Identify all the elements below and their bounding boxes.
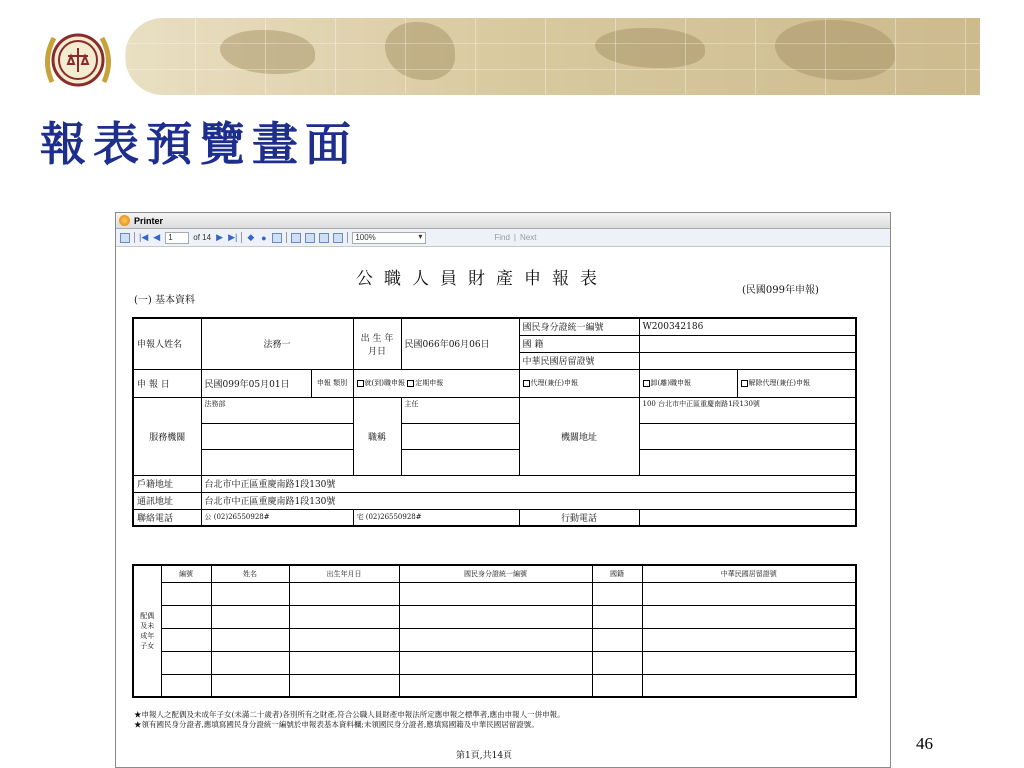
last-page-icon[interactable]: ▶| bbox=[228, 232, 238, 242]
family-table bbox=[132, 564, 857, 698]
next-page-icon[interactable]: ▶ bbox=[216, 232, 224, 242]
export-icon[interactable] bbox=[120, 233, 130, 243]
label-declarant-name: 申報人姓名 bbox=[133, 318, 201, 369]
page-number-input[interactable]: 1 bbox=[165, 232, 189, 244]
find-link[interactable]: Find bbox=[494, 233, 510, 242]
print-icon[interactable] bbox=[291, 233, 301, 243]
label-mail-addr: 通訊地址 bbox=[133, 492, 201, 509]
report-page bbox=[116, 248, 891, 768]
table-row bbox=[133, 582, 856, 605]
family-side-label: 配偶及未成年子女 bbox=[133, 565, 161, 697]
back-icon[interactable]: ◆ bbox=[247, 232, 255, 242]
value-position: 主任 bbox=[401, 397, 519, 423]
value-phone-office: 公 (02)26550928# bbox=[201, 509, 353, 526]
family-header-id: 國民身分證統一編號 bbox=[399, 565, 592, 582]
basic-info-table bbox=[132, 317, 857, 527]
zoom-select[interactable]: 100% ▾ bbox=[352, 232, 426, 244]
family-header-nationality: 國籍 bbox=[592, 565, 642, 582]
app-icon bbox=[119, 215, 130, 226]
checkbox-onboard[interactable] bbox=[357, 380, 364, 387]
checkbox-leave[interactable] bbox=[643, 380, 650, 387]
table-row bbox=[133, 651, 856, 674]
slide-page-number: 46 bbox=[916, 734, 933, 753]
report-notes bbox=[134, 710, 565, 730]
note-2: ★領有國民身分證者,應填寫國民身分證統一編號於申報表基本資料欄;未領國民身分證者,應填寫國籍及中華民國居留證號。 bbox=[134, 720, 539, 729]
table-row bbox=[133, 674, 856, 697]
value-nationality bbox=[639, 335, 856, 352]
table-row bbox=[133, 628, 856, 651]
window-titlebar bbox=[116, 213, 890, 229]
next-link[interactable]: Next bbox=[519, 233, 537, 242]
report-title: 公職人員財產申報表 bbox=[356, 269, 608, 289]
label-dob: 出 生 年月日 bbox=[353, 318, 401, 369]
stop-icon[interactable]: ● bbox=[261, 232, 267, 243]
value-household-addr: 台北市中正區重慶南路1段130號 bbox=[201, 475, 856, 492]
report-year: (民國099年申報) bbox=[742, 285, 819, 296]
page-setup-icon[interactable] bbox=[319, 233, 329, 243]
label-household-addr: 戶籍地址 bbox=[133, 475, 201, 492]
declare-type-options-1: 就(到)職申報 定期申報 bbox=[353, 369, 519, 397]
label-declare-date: 申 報 日 bbox=[133, 369, 201, 397]
family-header-dob: 出生年月日 bbox=[289, 565, 399, 582]
printer-preview-window bbox=[115, 212, 891, 768]
declare-type-options-4: 解除代理(兼任)申報 bbox=[737, 369, 856, 397]
table-row bbox=[133, 605, 856, 628]
value-declare-date: 民國099年05月01日 bbox=[201, 369, 311, 397]
label-position: 職稱 bbox=[353, 397, 401, 475]
label-declare-type: 申報 類別 bbox=[311, 369, 353, 397]
value-id-no: W200342186 bbox=[639, 318, 856, 335]
report-toolbar: |◀ ◀ 1 of 14 ▶ ▶| ◆ ● 100% ▾ Find | Next bbox=[116, 229, 890, 247]
page-count-label: of 14 bbox=[193, 233, 212, 242]
label-agency: 服務機關 bbox=[133, 397, 201, 475]
window-title: Printer bbox=[134, 215, 164, 226]
print-layout-icon[interactable] bbox=[305, 233, 315, 243]
prev-page-icon[interactable]: ◀ bbox=[153, 232, 161, 242]
label-mobile: 行動電話 bbox=[519, 509, 639, 526]
value-phone-home: 宅 (02)26550928# bbox=[353, 509, 519, 526]
ministry-emblem-icon bbox=[38, 20, 118, 100]
value-agency: 法務部 bbox=[201, 397, 353, 423]
note-1: ★申報人之配偶及未成年子女(未滿二十歲者)各別所有之財產,符合公職人員財產申報法所定應申報之標準者,應由申報人一併申報。 bbox=[134, 710, 565, 719]
family-header-resident: 中華民國居留證號 bbox=[642, 565, 856, 582]
value-name: 法務一 bbox=[201, 318, 353, 369]
family-header-no: 編號 bbox=[161, 565, 211, 582]
checkbox-release[interactable] bbox=[741, 380, 748, 387]
report-footer: 第1頁,共14頁 bbox=[456, 751, 513, 761]
label-phone: 聯絡電話 bbox=[133, 509, 201, 526]
label-id-no: 國民身分證統一編號 bbox=[519, 318, 639, 335]
section-heading: (一) 基本資料 bbox=[134, 295, 195, 306]
first-page-icon[interactable]: |◀ bbox=[139, 232, 149, 242]
save-icon[interactable] bbox=[333, 233, 343, 243]
label-agency-addr: 機關地址 bbox=[519, 397, 639, 475]
label-resident-cert: 中華民國居留證號 bbox=[519, 352, 639, 369]
slide-title: 報表預覽畫面 bbox=[40, 117, 358, 171]
refresh-icon[interactable] bbox=[272, 233, 282, 243]
value-mobile bbox=[639, 509, 856, 526]
declare-type-options-2: 代理(兼任)申報 bbox=[519, 369, 639, 397]
checkbox-periodic[interactable] bbox=[407, 380, 414, 387]
world-map-banner bbox=[125, 18, 980, 95]
value-dob: 民國066年06月06日 bbox=[401, 318, 519, 369]
value-resident-cert bbox=[639, 352, 856, 369]
checkbox-acting[interactable] bbox=[523, 380, 530, 387]
label-nationality: 國 籍 bbox=[519, 335, 639, 352]
value-agency-addr: 100 台北市中正區重慶南路1段130號 bbox=[639, 397, 856, 423]
declare-type-options-3: 卸(離)職申報 bbox=[639, 369, 737, 397]
value-mail-addr: 台北市中正區重慶南路1段130號 bbox=[201, 492, 856, 509]
family-header-name: 姓名 bbox=[211, 565, 289, 582]
